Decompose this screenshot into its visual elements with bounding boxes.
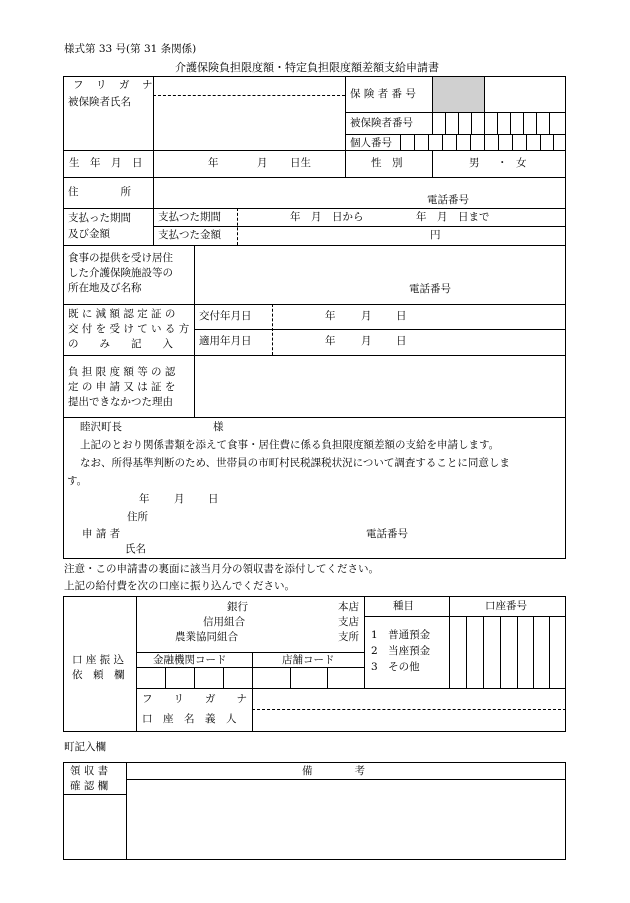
sex-separator: ・ [497,157,508,169]
declaration-text-1: 上記のとおり関係書類を添えて食事・居住費に係る負担限度額差額の支給を申請します。 [80,439,500,451]
form-rule-line [237,208,238,245]
form-rule-line [400,134,401,150]
form-rule-line [517,616,518,688]
birthdate-label: 生 年 月 日 [69,157,143,169]
payment-period-label: 支払つた期間 [158,211,221,223]
remarks-label: 備 考 [302,765,365,777]
sex-label: 性 別 [371,157,403,169]
declaration-text-2: なお、所得基準判断のため、世帯員の市町村民税課税状況について調査することに同意しま [80,457,510,469]
form-rule-line [549,616,550,688]
form-rule-line [466,616,467,688]
declaration-day: 日 [208,493,219,505]
form-rule-line [471,112,472,134]
payment-period-value[interactable]: 年 月 日から 年 月 日まで [290,211,490,223]
applicant-label: 申 請 者 [82,528,121,540]
form-rule-line [194,245,195,417]
payment-label-line1: 支払った期間 [68,212,131,224]
sex-female[interactable]: 女 [516,157,527,169]
form-rule-line [445,112,446,134]
form-rule-line [536,112,537,134]
form-rule-line [327,667,328,688]
form-rule-line [153,226,566,227]
form-rule-line [442,134,443,150]
form-rule-line [126,762,127,860]
declaration-year: 年 [139,493,150,505]
form-rule-line [223,667,224,688]
account-type-header: 種目 [393,600,414,612]
form-rule-line [432,76,433,112]
form-rule-line [126,779,566,780]
apply-month: 月 [361,335,372,347]
bank-type-credit-union: 信用組合 [203,616,245,628]
addressee-suffix: 様 [213,421,224,433]
form-rule-line [364,596,365,688]
account-holder-label: 口 座 名 義 人 [142,713,237,725]
form-rule-line [533,616,534,688]
form-rule-line [456,134,457,150]
reason-label-line3: 提出できなかつた理由 [68,396,173,408]
form-rule-line [194,329,566,330]
form-rule-line [345,112,566,113]
form-rule-line [500,616,501,688]
certificate-label-line3: の み 記 入 [68,338,173,350]
reason-label-line2: 定 の 申 請 又 は 証 を [68,381,176,393]
receipt-check-label-line1: 領 収 書 [70,765,109,777]
form-rule-line [526,134,527,150]
payment-amount-label: 支払つた金額 [158,229,221,241]
form-rule-line [512,134,513,150]
form-rule-line [458,112,459,134]
account-type-ordinary[interactable]: 1 普通預金 [371,629,431,641]
form-rule-line [483,616,484,688]
facility-label-line3: 所在地及び名称 [68,282,142,294]
birth-year: 年 [208,157,219,169]
personal-number-label: 個人番号 [350,137,392,149]
form-rule-line [63,245,566,246]
applicant-phone-label: 電話番号 [366,528,408,540]
form-rule-line [428,134,429,150]
bank-section-label-line1: 口 座 振 込 [72,654,125,666]
form-rule-line [136,688,566,689]
transfer-instruction: 上記の給付費を次の口座に振り込んでください。 [64,580,295,592]
form-rule-line [364,616,566,617]
bank-type-agri-coop: 農業協同組合 [175,631,238,643]
insured-number-label: 被保険者番号 [350,117,413,129]
furigana-label: フ リ ガ ナ [73,79,154,91]
form-rule-line [63,208,566,209]
form-rule-line [432,150,433,177]
certificate-label-line1: 既 に 減 額 認 定 証 の [68,308,176,320]
form-rule-line [484,76,485,112]
certificate-label-line2: 交 付 を 受 け て い る 方 [68,323,190,335]
form-rule-line [136,667,364,668]
form-rule-line [153,95,345,96]
payment-amount-unit: 円 [430,229,441,241]
form-rule-line [63,355,566,356]
form-rule-line [414,134,415,150]
form-rule-line [252,652,253,732]
form-rule-line [136,652,364,653]
bank-type-bank: 銀行 [227,601,248,613]
payment-label-line2: 及び金額 [68,228,110,240]
form-rule-line [290,667,291,688]
insurer-number-shaded [432,77,484,112]
form-rule-line [484,112,485,134]
reason-label-line1: 負 担 限 度 額 等 の 認 [68,366,176,378]
branch-type-head: 本店 [338,601,359,613]
declaration-month: 月 [174,493,185,505]
insured-name-label: 被保険者氏名 [68,96,131,108]
apply-day: 日 [396,335,407,347]
branch-code-label: 店舗コード [282,654,335,666]
issue-year: 年 [325,310,336,322]
issue-day: 日 [396,310,407,322]
form-rule-line [194,667,195,688]
birth-day: 日生 [290,157,311,169]
sex-male[interactable]: 男 [469,157,480,169]
form-rule-line [345,150,346,177]
account-number-header: 口座番号 [485,600,527,612]
form-rule-line [345,76,346,150]
facility-phone-label: 電話番号 [409,283,451,295]
account-type-current[interactable]: 2 当座預金 [371,645,431,657]
form-rule-line [63,150,566,151]
insurer-number-label: 保 険 者 番 号 [350,88,416,100]
form-rule-line [153,76,154,246]
account-type-other[interactable]: 3 その他 [371,661,420,673]
apply-year: 年 [325,335,336,347]
bank-section-label-line2: 依 頼 欄 [72,669,125,681]
addressee: 睦沢町長 [80,421,122,433]
form-rule-line [63,794,126,795]
form-rule-line [63,177,566,178]
branch-type-office: 支所 [338,631,359,643]
form-rule-line [553,134,554,150]
bank-code-label: 金融機関コード [153,654,227,666]
issue-date-label: 交付年月日 [199,310,252,322]
form-rule-line [523,112,524,134]
holder-furigana-label: フ リ ガ ナ [142,693,247,705]
applicant-address-label: 住所 [127,511,148,523]
form-rule-line [540,134,541,150]
attachment-note: 注意・この申請書の裏面に該当月分の領収書を添付してください。 [64,563,379,575]
form-rule-line [136,596,137,732]
address-phone-label: 電話番号 [427,194,469,206]
declaration-text-3: す。 [67,475,88,487]
facility-label-line2: した介護保険施設等の [68,267,173,279]
form-rule-line [549,112,550,134]
address-label: 住 所 [68,186,131,198]
receipt-check-label-line2: 確 認 欄 [70,780,109,792]
facility-label-line1: 食事の提供を受け居住 [68,252,173,264]
form-rule-line [432,112,433,134]
birth-month: 月 [257,157,268,169]
form-rule-line [63,304,566,305]
form-rule-line [252,709,566,710]
form-rule-line [470,134,471,150]
applicant-name-label: 氏名 [125,543,146,555]
form-rule-line [484,134,485,150]
form-rule-line [497,112,498,134]
form-rule-line [449,596,450,688]
form-number: 様式第 33 号(第 31 条関係) [64,43,197,55]
branch-type-branch: 支店 [338,616,359,628]
form-rule-line [272,304,273,355]
issue-month: 月 [361,310,372,322]
form-title: 介護保険負担限度額・特定負担限度額差額支給申請書 [175,61,439,74]
form-rule-line [165,667,166,688]
apply-date-label: 適用年月日 [199,335,252,347]
town-section-title: 町記入欄 [64,741,106,753]
form-rule-line [63,417,566,418]
form-rule-line [510,112,511,134]
form-rule-line [498,134,499,150]
